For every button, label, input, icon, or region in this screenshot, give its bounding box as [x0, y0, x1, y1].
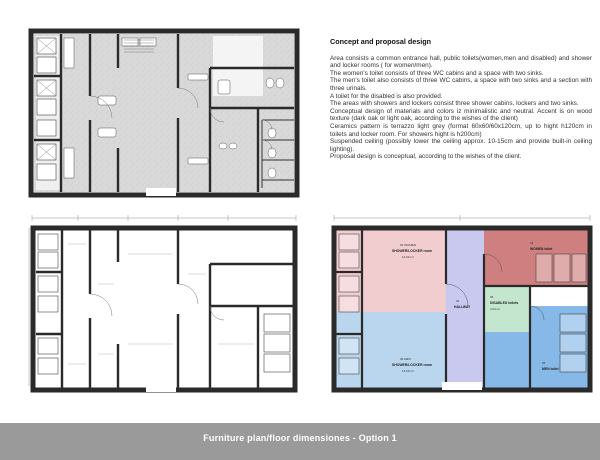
- concept-paragraph: The areas with showers and lockers consist three shower cabins, lockers and two sinks.: [330, 100, 579, 108]
- concept-paragraph: Proposal design is conceptual, according to the wishes of the client.: [330, 153, 522, 161]
- zone-hallway: [446, 230, 484, 388]
- zone-label-men-shower-name: SHOWER/LOCKER room: [392, 363, 432, 367]
- concept-paragraph: Conceptual design of materials and colors iz minimalistic and neutral. Accent is on wood texture (dark oak or light oak, according to the wishes of the client): [330, 107, 592, 123]
- concept-heading: Concept and proposal design: [330, 37, 432, 46]
- footer-title: Furniture plan/floor dimensiones - Option 1: [203, 433, 397, 443]
- zone-label-disabled-area: 4.04 m²: [490, 307, 501, 311]
- zone-label-men-toilet-code: 06: [542, 361, 546, 365]
- zone-label-women-shower-area: 14.69 m²: [402, 255, 414, 259]
- furniture-plan: [28, 28, 300, 198]
- zone-label-men-toilet-name: MEN toilet: [542, 367, 559, 371]
- concept-paragraph: The men's toilet also consists of three WC cabins, a space with two sinks and a section with three urinals.: [330, 77, 592, 92]
- concept-paragraph: Suspended ceiling (possibly lower the ceiling approx. 10-15cm and provide built-in ceiling lighting).: [330, 138, 592, 153]
- zone-label-women-shower-name: SHOWER/LOCKER room: [392, 249, 432, 253]
- zone-label-disabled-code: 05: [490, 295, 494, 299]
- zone-label-men-shower-area: 14.69 m²: [402, 369, 414, 373]
- concept-paragraph: The women's toilet consists of three WC cabins and a space with two sinks.: [330, 69, 544, 77]
- concept-paragraph: Ceramics pattern is terrazzo light grey (format 60x60/60x120cm, up to hight h120cm in toilets and locker room. For showers hight is h200cm): [330, 122, 592, 138]
- zone-label-women-toilet-name: WOMEN toilet: [530, 247, 553, 251]
- zone-label-men-shower-code: 03 MEN: [400, 357, 411, 361]
- zone-label-hallway-name: HALLWAY: [454, 305, 471, 309]
- concept-paragraph: A toilet for the disabled is also provided.: [330, 92, 443, 100]
- zone-label-hallway-code: 01: [456, 299, 460, 303]
- dimension-plan: [28, 214, 300, 394]
- zone-label-women-toilet-code: 04: [530, 241, 534, 245]
- footer-banner: [0, 423, 600, 460]
- zone-label-women-shower-code: 02 WOMEN: [400, 243, 417, 247]
- concept-paragraph: Area consists a common entrance hall, public toilets(women,men and disabled) and shower and locker rooms ( for women/men).: [330, 54, 592, 70]
- zone-label-disabled-name: DISABLED toilets: [490, 301, 519, 305]
- zone-plan: [330, 214, 594, 394]
- concept-text-block: [330, 38, 592, 161]
